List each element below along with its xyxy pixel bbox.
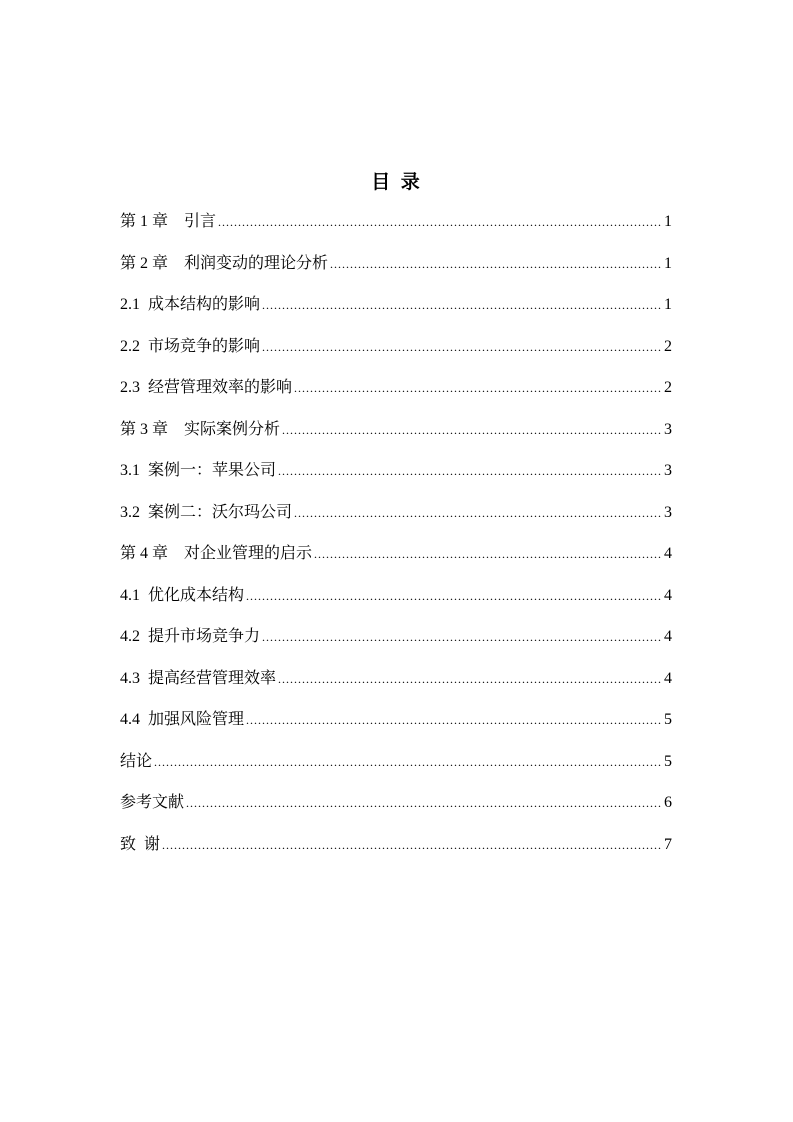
toc-entry[interactable] bbox=[120, 208, 672, 250]
toc-entry-label: 4.4 加强风险管理 bbox=[120, 711, 245, 728]
toc-entry-label: 2.1 成本结构的影响 bbox=[120, 296, 261, 313]
toc-entry-label: 2.2 市场竞争的影响 bbox=[120, 337, 261, 355]
leader-dots bbox=[262, 291, 662, 319]
toc-entry-page: 1 bbox=[664, 296, 672, 313]
toc-entry-page: 5 bbox=[664, 711, 672, 728]
toc-entry-label: 第 3 章 实际案例分析 bbox=[120, 420, 281, 438]
toc-entry-label: 第 2 章 利润变动的理论分析 bbox=[120, 254, 329, 272]
leader-dots bbox=[278, 665, 662, 693]
leader-dots bbox=[330, 250, 662, 278]
toc-entry-page: 1 bbox=[664, 254, 672, 272]
toc-entry-page: 1 bbox=[664, 213, 672, 230]
toc-title: 目 录 bbox=[371, 171, 422, 193]
toc-entry[interactable] bbox=[120, 457, 672, 499]
toc-entry-page: 4 bbox=[664, 545, 672, 562]
toc-entry-label: 第 4 章 对企业管理的启示 bbox=[120, 545, 313, 562]
toc-entry-page: 3 bbox=[664, 503, 672, 521]
toc-entry[interactable] bbox=[120, 623, 672, 665]
toc-entry[interactable] bbox=[120, 250, 672, 292]
toc-entry[interactable] bbox=[120, 582, 672, 624]
toc-entry-page: 2 bbox=[664, 337, 672, 355]
toc-entry-page: 7 bbox=[664, 835, 672, 853]
toc-entry[interactable] bbox=[120, 540, 672, 582]
toc-entry-page: 6 bbox=[664, 794, 672, 811]
toc-entry-page: 4 bbox=[664, 628, 672, 645]
toc-entry-page: 3 bbox=[664, 420, 672, 438]
leader-dots bbox=[186, 789, 662, 817]
toc-entry[interactable] bbox=[120, 665, 672, 707]
toc-entry[interactable] bbox=[120, 374, 672, 416]
toc-entry-label: 4.2 提升市场竞争力 bbox=[120, 628, 261, 645]
leader-dots bbox=[282, 416, 662, 444]
leader-dots bbox=[162, 831, 662, 859]
toc-entry[interactable] bbox=[120, 789, 672, 831]
leader-dots bbox=[154, 748, 662, 776]
leader-dots bbox=[246, 706, 662, 734]
leader-dots bbox=[218, 208, 662, 236]
toc-entry-label: 4.3 提高经营管理效率 bbox=[120, 669, 277, 687]
toc-entry-page: 4 bbox=[664, 669, 672, 687]
toc-entry-label: 致 谢 bbox=[120, 835, 161, 853]
leader-dots bbox=[278, 457, 662, 485]
leader-dots bbox=[262, 333, 662, 361]
toc-entry-page: 5 bbox=[664, 752, 672, 770]
toc-entry[interactable] bbox=[120, 499, 672, 541]
toc-entry-label: 3.1 案例一：苹果公司 bbox=[120, 462, 277, 479]
toc-entry-label: 第 1 章 引言 bbox=[120, 213, 217, 230]
toc-entry[interactable] bbox=[120, 706, 672, 748]
toc-entry-page: 3 bbox=[664, 462, 672, 479]
leader-dots bbox=[262, 623, 662, 651]
toc-entry-label: 3.2 案例二：沃尔玛公司 bbox=[120, 503, 293, 521]
toc-entry-page: 4 bbox=[664, 586, 672, 604]
toc-entry-label: 结论 bbox=[120, 752, 153, 770]
toc-entry[interactable] bbox=[120, 748, 672, 790]
toc-entry-label: 参考文献 bbox=[120, 794, 185, 811]
toc-entry[interactable] bbox=[120, 291, 672, 333]
toc-entry[interactable] bbox=[120, 333, 672, 375]
toc-entry-label: 4.1 优化成本结构 bbox=[120, 586, 245, 604]
toc-entry-page: 2 bbox=[664, 379, 672, 396]
leader-dots bbox=[294, 499, 662, 527]
leader-dots bbox=[246, 582, 662, 610]
toc-entry[interactable] bbox=[120, 416, 672, 458]
leader-dots bbox=[294, 374, 662, 402]
leader-dots bbox=[314, 540, 662, 568]
toc-entry-label: 2.3 经营管理效率的影响 bbox=[120, 379, 293, 396]
table-of-contents bbox=[120, 208, 672, 872]
toc-entry[interactable] bbox=[120, 831, 672, 873]
